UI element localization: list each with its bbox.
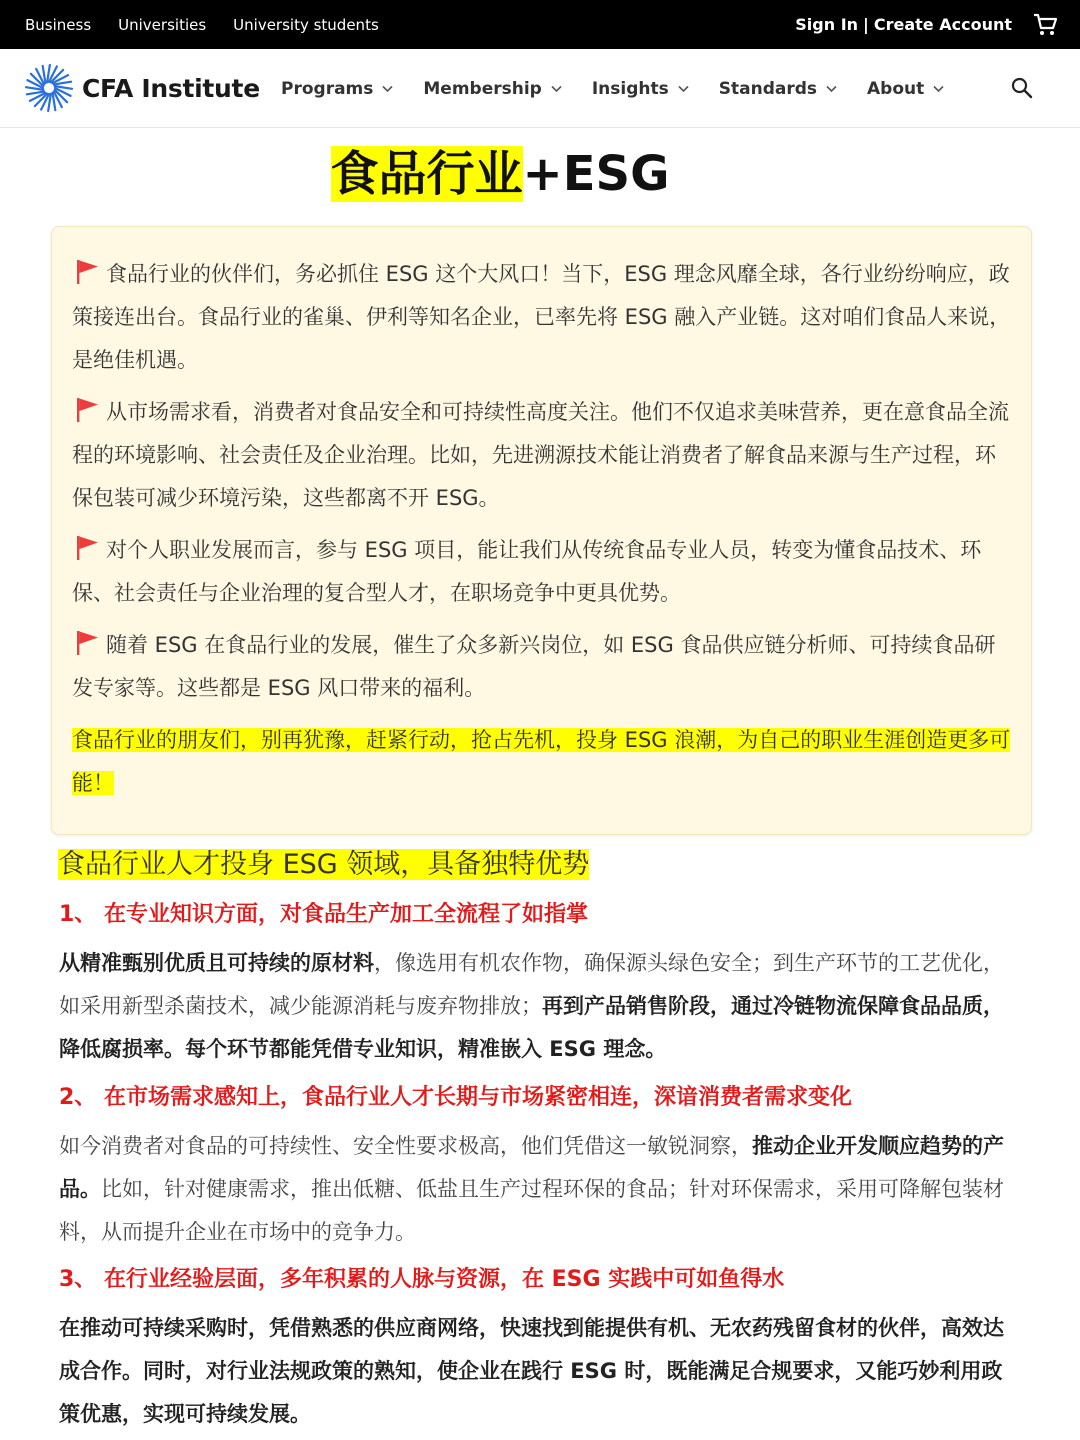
nav-about-label: About — [867, 78, 925, 99]
search-icon[interactable] — [1010, 76, 1034, 100]
intro-paragraph — [72, 253, 1011, 382]
nav-menu — [281, 49, 974, 128]
point-2-heading: 2、 在市场需求感知上，食品行业人才长期与市场紧密相连，深谙消费者需求变化 — [59, 1085, 852, 1110]
point-3-heading: 3、 在行业经验层面，多年积累的人脉与资源，在 ESG 实践中可如鱼得水 — [59, 1267, 785, 1292]
red-flag-icon — [72, 257, 102, 287]
point-3-body: 在推动可持续采购时，凭借熟悉的供应商网络，快速找到能提供有机、无农药残留食材的伙伴，高效达成合作。同时，对行业法规政策的熟知，使企业在践行 ESG 时，既能满足合规要求，又能巧妙利用政策优惠，实现可持续发展。 — [59, 1316, 1004, 1426]
nav-standards-label: Standards — [718, 78, 818, 99]
chevron-down-icon — [933, 85, 944, 93]
red-flag-icon — [72, 628, 102, 658]
red-flag-icon — [72, 395, 102, 425]
point-1-heading: 1、 在专业知识方面，对食品生产加工全流程了如指掌 — [59, 902, 588, 927]
chevron-down-icon — [551, 85, 562, 93]
nav-membership[interactable] — [423, 79, 561, 99]
nav-standards[interactable] — [719, 79, 837, 99]
call-to-action — [72, 719, 1011, 805]
cfa-globe-icon — [24, 63, 74, 113]
nav-programs-label: Programs — [281, 78, 374, 99]
intro-paragraph-text: 食品行业的伙伴们，务必抓住 ESG 这个大风口！当下，ESG 理念风靡全球，各行业纷纷响应，政策接连出台。食品行业的雀巢、伊利等知名企业，已率先将 ESG 融入产业链。这对咱们食品人来说，是绝佳机遇。 — [72, 262, 1011, 372]
sign-in-link[interactable]: Sign In — [795, 15, 859, 34]
point-1-body — [59, 942, 1009, 1071]
intro-paragraph — [72, 391, 1011, 520]
nav-insights-label: Insights — [591, 78, 669, 99]
universities-link[interactable]: Universities — [118, 15, 207, 34]
point-2-text-a: 如今消费者对食品的可持续性、安全性要求极高，他们凭借这一敏锐洞察， — [59, 1134, 752, 1158]
intro-box — [51, 226, 1032, 835]
nav-insights[interactable] — [592, 79, 689, 99]
chevron-down-icon — [826, 85, 837, 93]
logo-text: CFA Institute — [82, 73, 260, 103]
cart-icon[interactable] — [1032, 12, 1058, 38]
point-2-body — [59, 1125, 1009, 1254]
point-1-text: ，像选用有机农作物，确保源头绿色安全；到生产环节的工艺优化，如采用新型杀菌技术，减少能源消耗与废弃物排放； — [59, 951, 1004, 1018]
title-rest: +ESG — [522, 146, 670, 202]
audience-links — [25, 0, 379, 49]
account-separator: | — [863, 15, 869, 34]
main-nav — [0, 49, 1080, 128]
intro-paragraph — [72, 624, 1011, 710]
business-link[interactable]: Business — [25, 15, 92, 34]
point-2-bold: 推动企业开发顺应趋势的产品。 — [59, 1134, 1004, 1201]
top-bar — [0, 0, 1080, 49]
call-to-action-text: 食品行业的朋友们，别再犹豫，赶紧行动，抢占先机，投身 ESG 浪潮，为自己的职业生涯创造更多可能！ — [72, 728, 1011, 795]
account-links — [795, 0, 1058, 49]
intro-paragraph-text: 随着 ESG 在食品行业的发展，催生了众多新兴岗位，如 ESG 食品供应链分析师、可持续食品研发专家等。这些都是 ESG 风口带来的福利。 — [72, 633, 996, 700]
red-flag-icon — [72, 533, 102, 563]
page-title — [0, 140, 1000, 208]
intro-paragraph-text: 对个人职业发展而言，参与 ESG 项目，能让我们从传统食品专业人员，转变为懂食品技术、环保、社会责任与企业治理的复合型人才，在职场竞争中更具优势。 — [72, 538, 982, 605]
chevron-down-icon — [382, 85, 393, 93]
intro-paragraph-text: 从市场需求看，消费者对食品安全和可持续性高度关注。他们不仅追求美味营养，更在意食品全流程的环境影响、社会责任及企业治理。比如，先进溯源技术能让消费者了解食品来源与生产过程，环保包装可减少环境污染，这些都离不开 ESG。 — [72, 400, 1009, 510]
nav-programs[interactable] — [281, 79, 393, 99]
cfa-logo[interactable] — [24, 63, 260, 113]
create-account-link[interactable]: Create Account — [873, 15, 1012, 34]
point-2-text-b: 比如，针对健康需求，推出低糖、低盐且生产过程环保的食品；针对环保需求，采用可降解包装材料，从而提升企业在市场中的竞争力。 — [59, 1177, 1004, 1244]
chevron-down-icon — [678, 85, 689, 93]
point-1-bold-b: 再到产品销售阶段，通过冷链物流保障食品品质，降低腐损率。每个环节都能凭借专业知识，精准嵌入 ESG 理念。 — [59, 994, 1004, 1061]
section-heading — [58, 845, 589, 885]
nav-about[interactable] — [867, 79, 944, 99]
nav-membership-label: Membership — [423, 78, 542, 99]
university-students-link[interactable]: University students — [233, 15, 379, 34]
point-1-bold-a: 从精准甄别优质且可持续的原材料 — [59, 951, 374, 975]
section-heading-text: 食品行业人才投身 ESG 领域，具备独特优势 — [58, 849, 590, 880]
title-highlight: 食品行业 — [330, 146, 523, 202]
intro-paragraph — [72, 529, 1011, 615]
